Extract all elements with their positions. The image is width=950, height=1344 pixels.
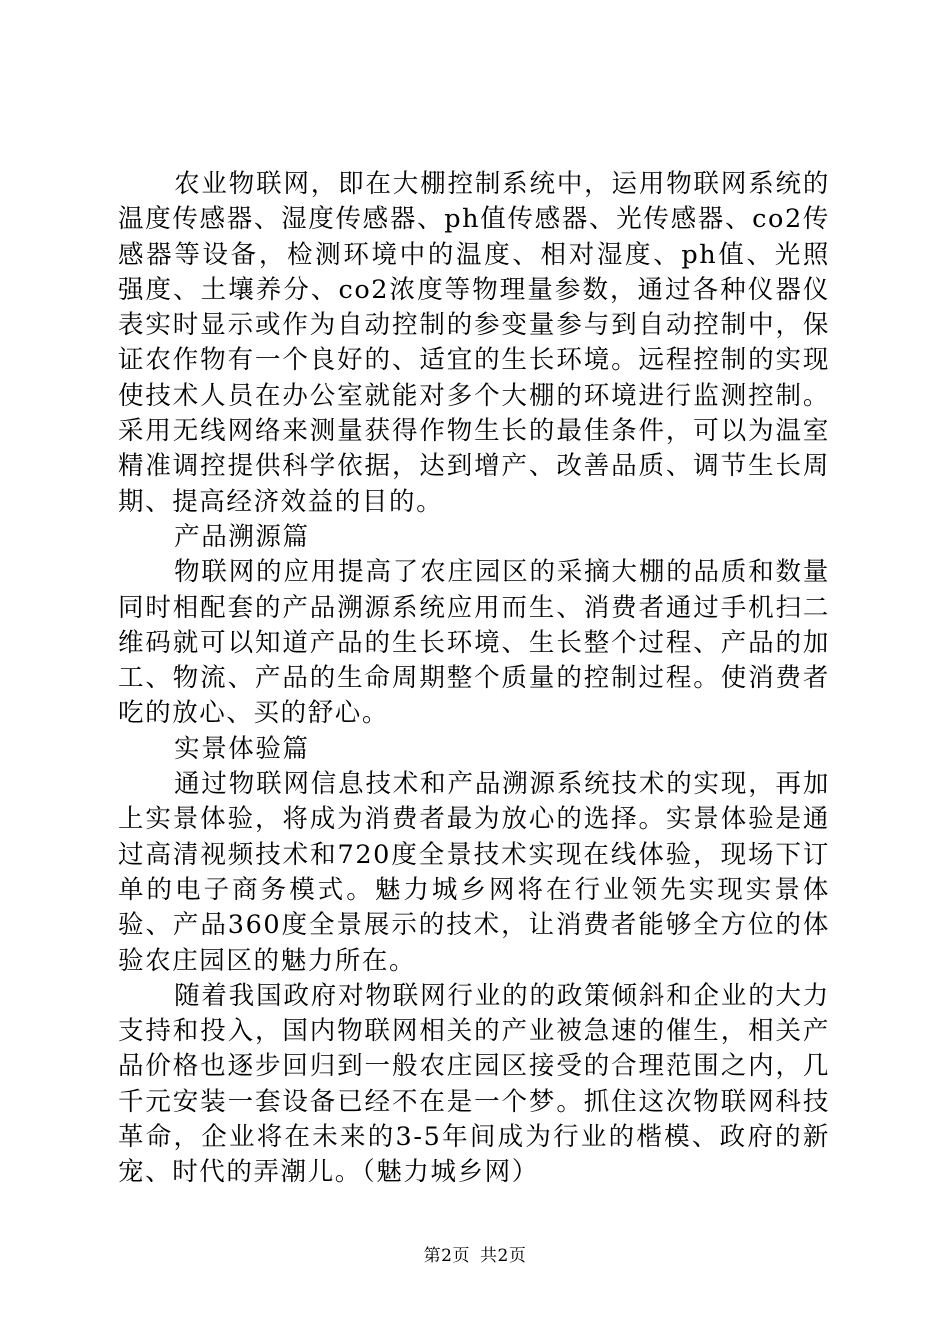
page-number: 第2页 [423,1246,470,1266]
page-total: 共2页 [480,1246,527,1266]
section-heading-live-experience: 实景体验篇 [174,733,310,764]
section-heading-traceability: 产品溯源篇 [174,521,310,552]
paragraph-traceability: 物联网的应用提高了农庄园区的采摘大棚的品质和数量同时相配套的产品溯源系统应用而生、消费者通过手机扫二维码就可以知道产品的生长环境、生长整个过程、产品的加工、物流、产品的生命周期整个质量的控制过程。使消费者吃的放心、买的舒心。 [118,557,830,729]
paragraph-conclusion: 随着我国政府对物联网行业的的政策倾斜和企业的大力支持和投入，国内物联网相关的产业被急速的催生，相关产品价格也逐步回归到一般农庄园区接受的合理范围之内，几千元安装一套设备已经不在是一个梦。抓住这次物联网科技革命，企业将在未来的3-5年间成为行业的楷模、政府的新宠、时代的弄潮儿。（魅力城乡网） [118,980,830,1188]
paragraph-agri-iot: 农业物联网，即在大棚控制系统中，运用物联网系统的温度传感器、湿度传感器、ph值传感器、光传感器、co2传感器等设备，检测环境中的温度、相对湿度、ph值、光照强度、土壤养分、co2浓度等物理量参数，通过各种仪器仪表实时显示或作为自动控制的参变量参与到自动控制中，保证农作物有一个良好的、适宜的生长环境。远程控制的实现使技术人员在办公室就能对多个大棚的环境进行监测控制。采用无线网络来测量获得作物生长的最佳条件，可以为温室精准调控提供科学依据，达到增产、改善品质、调节生长周期、提高经济效益的目的。 [118,169,830,517]
page-footer [0,1245,950,1267]
paragraph-live-experience: 通过物联网信息技术和产品溯源系统技术的实现，再加上实景体验，将成为消费者最为放心的选择。实景体验是通过高清视频技术和720度全景技术实现在线体验，现场下订单的电子商务模式。魅力城乡网将在行业领先实现实景体验、产品360度全景展示的技术，让消费者能够全方位的体验农庄园区的魅力所在。 [118,769,830,976]
document-body [118,167,830,1191]
